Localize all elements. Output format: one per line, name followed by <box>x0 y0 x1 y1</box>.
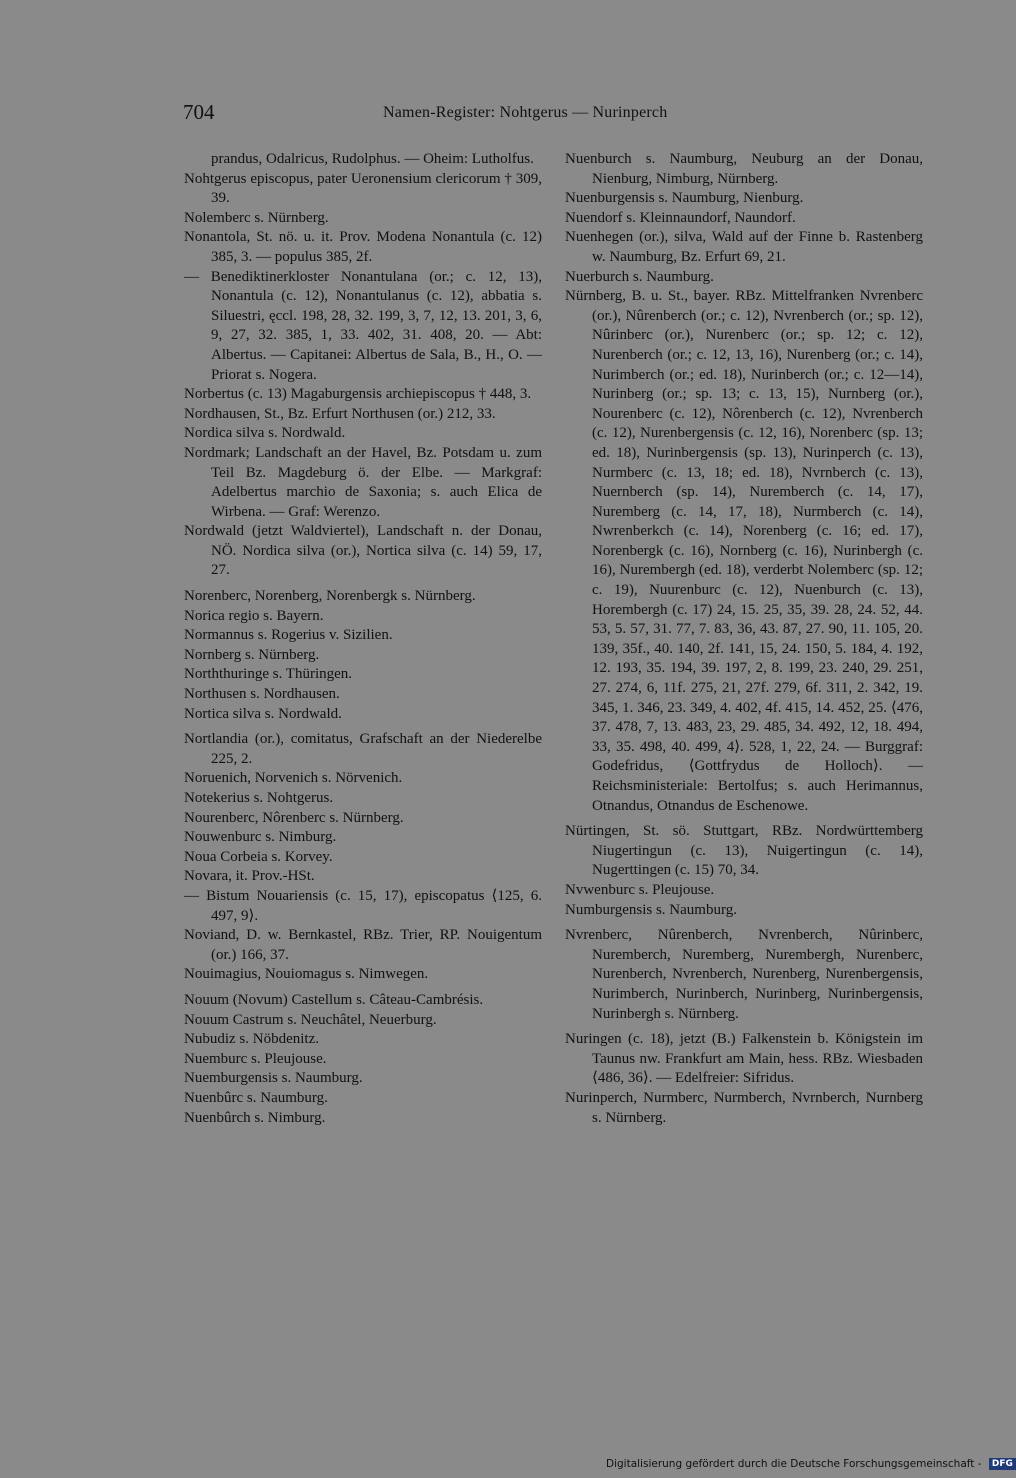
index-entry: Nuemburgensis s. Naumburg. <box>184 1070 363 1087</box>
index-entry: Noruenich, Norvenich s. Nörvenich. <box>184 770 403 787</box>
index-entry: Nürnberg, B. u. St., bayer. RBz. Mittelfranken Nvrenberc (or.), Nûrenberch (or.; c. 12), Nvrenberch (or.; sp. 12), Nûrinberc (or.), Nurenberc (or.; sp. 12; c. 12), Nurenberch (or.; c. 12, 13, 16), Nurenberg (or.; c. 14), Nurimberch (or.; ed. 18), Nurinberch (or.; c. 12—14), Nurinberg (or.; sp. 13; c. 13, 15), Nurnberg (or.), Nourenberc (c. 12), Nôrenberch (c. 12), Nvrenberch (c. 12), Nurenbergensis (c. 12, 16), Norenberc (sp. 13; ed. 18), Nurinbergensis (sp. 13), Nurinperch (c. 13), Nurmberc (c. 13, 18; ed. 18), Nvrnberch (c. 13), Nuernberch (sp. 14), Nuremberch (c. 14, 17), Nuremberg (c. 14, 17, 18), Nurmberch (c. 14), Nwrenberkch (c. 14), Norenberg (c. 16; ed. 17), Norenbergk (c. 16), Nornberg (c. 16), Nurinbergh (c. 16), Nurembergh (ed. 18), verderbt Nolemberc (sp. 12; c. 19), Nuurenburc (c. 12), Nuenburch (c. 13), Horembergh (c. 17) 24, 15. 25, 35, 39. 28, 24. 52, 44. 53, 5. 57, 31. 77, 7. 83, 36, 43. 87, 27. 90, 11. 105, 20. 139, 35f., 40. 140, 2f. 141, 15, 24. 150, 5. 184, 4. 192, 12. 193, 35. 194, 39. 197, 2, 8. 199, 23. 240, 29. 251, 27. 274, 6, 11f. 275, 21, 27f. 279, 6f. 311, 2. 342, 19. 345, 1. 346, 23. 349, 4. 402, 4f. 415, 14. 452, 25. ⟨476, 37. 478, 7, 13. 483, 23, 29. 485, 34. 492, 12, 18. 494, 33, 35. 498, 40. 499, 4⟩. 528, 1, 22, 24. — Burggraf: Godefridus, ⟨Gottfrydus de Holloch⟩. — Reichsministeriale: Bertolfus; s. auch Herimannus, Otnandus, Otnandus de Eschenowe. <box>565 288 923 814</box>
page-number: 704 <box>183 100 215 124</box>
index-entry: Nuemburc s. Pleujouse. <box>184 1050 327 1067</box>
index-entry: Nuenburgensis s. Naumburg, Nienburg. <box>565 190 804 207</box>
dfg-logo-icon: DFG <box>989 1458 1016 1470</box>
index-entry: — Bistum Nouariensis (c. 15, 17), episcopatus ⟨125, 6. 497, 9⟩. <box>184 887 542 924</box>
index-entry: Notekerius s. Nohtgerus. <box>184 790 334 806</box>
index-entry: Normannus s. Rogerius v. Sizilien. <box>184 627 393 644</box>
index-entry: Nouimagius, Nouiomagus s. Nimwegen. <box>184 966 429 983</box>
running-title: Namen-Register: Nohtgerus — Nurinperch <box>383 104 668 121</box>
index-entry: Nuenhegen (or.), silva, Wald auf der Finne b. Rastenberg w. Naumburg, Bz. Erfurt 69, 21. <box>565 229 923 265</box>
index-entry: Nordhausen, St., Bz. Erfurt Northusen (or.) 212, 33. <box>184 405 496 422</box>
index-entry: Nouum Castrum s. Neuchâtel, Neuerburg. <box>184 1011 437 1028</box>
page-header <box>183 100 923 130</box>
index-entry: Nortlandia (or.), comitatus, Grafschaft an der Niederelbe 225, 2. <box>184 731 542 767</box>
index-entry: Nohtgerus episcopus, pater Ueronensium clericorum † 309, 39. <box>184 170 542 207</box>
index-entry: Norbertus (c. 13) Magaburgensis archiepiscopus † 448, 3. <box>184 386 532 403</box>
index-entry: Nuringen (c. 18), jetzt (B.) Falkenstein b. Königstein im Taunus nw. Frankfurt am Main, hess. RBz. Wiesbaden ⟨486, 36⟩. — Edelfreier: Sifridus. <box>565 1031 923 1087</box>
index-entry: Nuenbûrch s. Nimburg. <box>184 1109 326 1126</box>
index-entry: Nürtingen, St. sö. Stuttgart, RBz. Nordwürttemberg Niugertingun (c. 13), Nuigertingun (c. 14), Nugerttingen (c. 15) 70, 34. <box>565 823 923 879</box>
index-entry: prandus, Odalricus, Rudolphus. — Oheim: Lutholfus. <box>211 151 534 167</box>
index-entry: Nuenbûrc s. Naumburg. <box>184 1089 328 1106</box>
index-entry: — Benediktinerkloster Nonantulana (or.; c. 12, 13), Nonantula (c. 12), Nonantulanus (c. 12), abbatia s. Siluestri, ęccl. 198, 28, 32. 199, 3, 7, 12, 13. 201, 3, 6, 9, 27, 32. 385, 1, 33. 402, 31. 408, 20. — Abt: Albertus. — Capitanei: Albertus de Sala, B., H., O. — Priorat s. Nogera. <box>184 268 542 383</box>
index-entry: Numburgensis s. Naumburg. <box>565 901 737 918</box>
index-entry: Nuendorf s. Kleinnaundorf, Naundorf. <box>565 209 796 226</box>
index-entry: Norththuringe s. Thüringen. <box>184 666 353 683</box>
index-entry: Norenberc, Norenberg, Norenbergk s. Nürnberg. <box>184 588 476 605</box>
index-entry: Noua Corbeia s. Korvey. <box>184 848 333 865</box>
index-entry: Nuenburch s. Naumburg, Neuburg an der Donau, Nienburg, Nimburg, Nürnberg. <box>565 151 923 187</box>
index-entry: Nouwenburc s. Nimburg. <box>184 829 337 846</box>
index-entry: Novara, it. Prov.-HSt. <box>184 868 315 885</box>
index-entry: Northusen s. Nordhausen. <box>184 686 340 703</box>
index-entry: Nornberg s. Nürnberg. <box>184 646 320 663</box>
index-entry: Nordica silva s. Nordwald. <box>184 425 346 442</box>
right-column <box>565 150 923 1128</box>
index-entry: Nouum (Novum) Castellum s. Câteau-Cambrésis. <box>184 991 484 1008</box>
index-entry: Nuerburch s. Naumburg. <box>565 268 714 285</box>
index-entry: Norica regio s. Bayern. <box>184 607 324 624</box>
index-entry: Nvwenburc s. Pleujouse. <box>565 881 715 898</box>
footer-credit-text: Digitalisierung gefördert durch die Deutsche Forschungsgemeinschaft - <box>606 1458 982 1470</box>
index-entry: Nourenberc, Nôrenberc s. Nürnberg. <box>184 809 404 826</box>
left-column <box>184 150 542 1128</box>
index-entry: Nordwald (jetzt Waldviertel), Landschaft n. der Donau, NÖ. Nordica silva (or.), Nortica silva (c. 14) 59, 17, 27. <box>184 523 542 579</box>
index-entry: Nonantola, St. nö. u. it. Prov. Modena Nonantula (c. 12) 385, 3. — populus 385, 2f. <box>184 229 542 265</box>
footer-credit <box>606 1458 1016 1470</box>
index-entry: Noviand, D. w. Bernkastel, RBz. Trier, RP. Nouigentum (or.) 166, 37. <box>184 927 542 963</box>
index-entry: Nortica silva s. Nordwald. <box>184 705 342 722</box>
index-entry: Nvrenberc, Nûrenberch, Nvrenberch, Nûrinberc, Nuremberch, Nuremberg, Nurembergh, Nurenberc, Nurenberch, Nvrenberch, Nurenberg, Nurenbergensis, Nurimberch, Nurinberch, Nurinberg, Nurinbergensis, Nurinbergh s. Nürnberg. <box>565 927 923 1022</box>
index-entry: Nolemberc s. Nürnberg. <box>184 209 329 226</box>
index-entry: Nubudiz s. Nöbdenitz. <box>184 1031 319 1048</box>
index-entry: Nordmark; Landschaft an der Havel, Bz. Potsdam u. zum Teil Bz. Magdeburg ö. der Elbe. — Markgraf: Adelbertus marchio de Saxonia; s. auch Elica de Wirbena. — Graf: Werenzo. <box>184 444 542 520</box>
index-entry: Nurinperch, Nurmberc, Nurmberch, Nvrnberch, Nurnberg s. Nürnberg. <box>565 1089 923 1126</box>
